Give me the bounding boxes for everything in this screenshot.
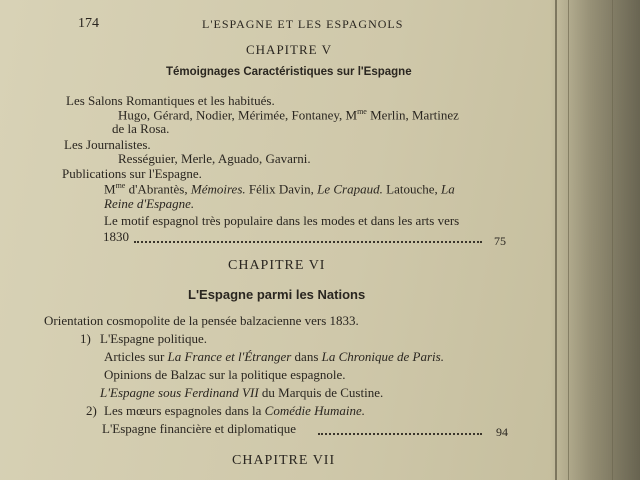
chapter-title: Témoignages Caractéristiques sur l'Espagne — [166, 66, 412, 78]
page-edge — [568, 0, 569, 480]
toc-entry: Les Salons Romantiques et les habitués. — [66, 93, 275, 108]
toc-subentry: L'Espagne sous Ferdinand VII du Marquis de Custine. — [100, 385, 384, 400]
running-title: L'ESPAGNE ET LES ESPAGNOLS — [202, 17, 404, 31]
toc-item-number: 1) — [80, 331, 91, 346]
toc-item-number: 2) — [86, 403, 97, 418]
toc-subentry: Reine d'Espagne. — [104, 196, 195, 211]
page-edge — [555, 0, 557, 480]
dot-leader — [134, 239, 482, 243]
chapter-title: L'Espagne parmi les Nations — [188, 287, 366, 302]
toc-subentry: Hugo, Gérard, Nodier, Mérimée, Fontaney, $M^{me}$ Merlin, Martinez — [118, 107, 459, 123]
chapter-heading: CHAPITRE VII — [232, 453, 336, 468]
page-gutter-shadow — [550, 0, 640, 480]
toc-subentry: de la Rosa. — [112, 121, 170, 136]
chapter-heading: CHAPITRE VI — [228, 258, 326, 273]
page-edge — [612, 0, 613, 480]
toc-subentry: Articles sur La France et l'Étranger dans La Chronique de Paris. — [104, 349, 444, 364]
page-number: 174 — [78, 16, 99, 31]
toc-subentry: Le motif espagnol très populaire dans les modes et dans les arts vers — [104, 213, 460, 228]
toc-entry: Orientation cosmopolite de la pensée balzacienne vers 1833. — [44, 313, 359, 328]
toc-subentry: L'Espagne financière et diplomatique — [102, 421, 297, 436]
toc-subentry: 1830 — [103, 229, 129, 244]
page-reference: 94 — [496, 425, 508, 439]
dot-leader — [318, 431, 482, 435]
toc-subentry: Opinions de Balzac sur la politique espagnole. — [104, 367, 346, 382]
toc-entry: L'Espagne politique. — [100, 331, 208, 346]
page-reference: 75 — [494, 234, 506, 248]
toc-subentry: $M^{me}$ d'Abrantès, Mémoires. Félix Davin, Le Crapaud. Latouche, La — [104, 181, 455, 197]
toc-entry: Les mœurs espagnoles dans la Comédie Humaine. — [104, 403, 366, 418]
toc-entry: Les Journalistes. — [64, 137, 151, 152]
chapter-heading: CHAPITRE V — [246, 42, 332, 57]
toc-entry: Publications sur l'Espagne. — [62, 166, 202, 181]
toc-subentry: Rességuier, Merle, Aguado, Gavarni. — [118, 151, 311, 166]
